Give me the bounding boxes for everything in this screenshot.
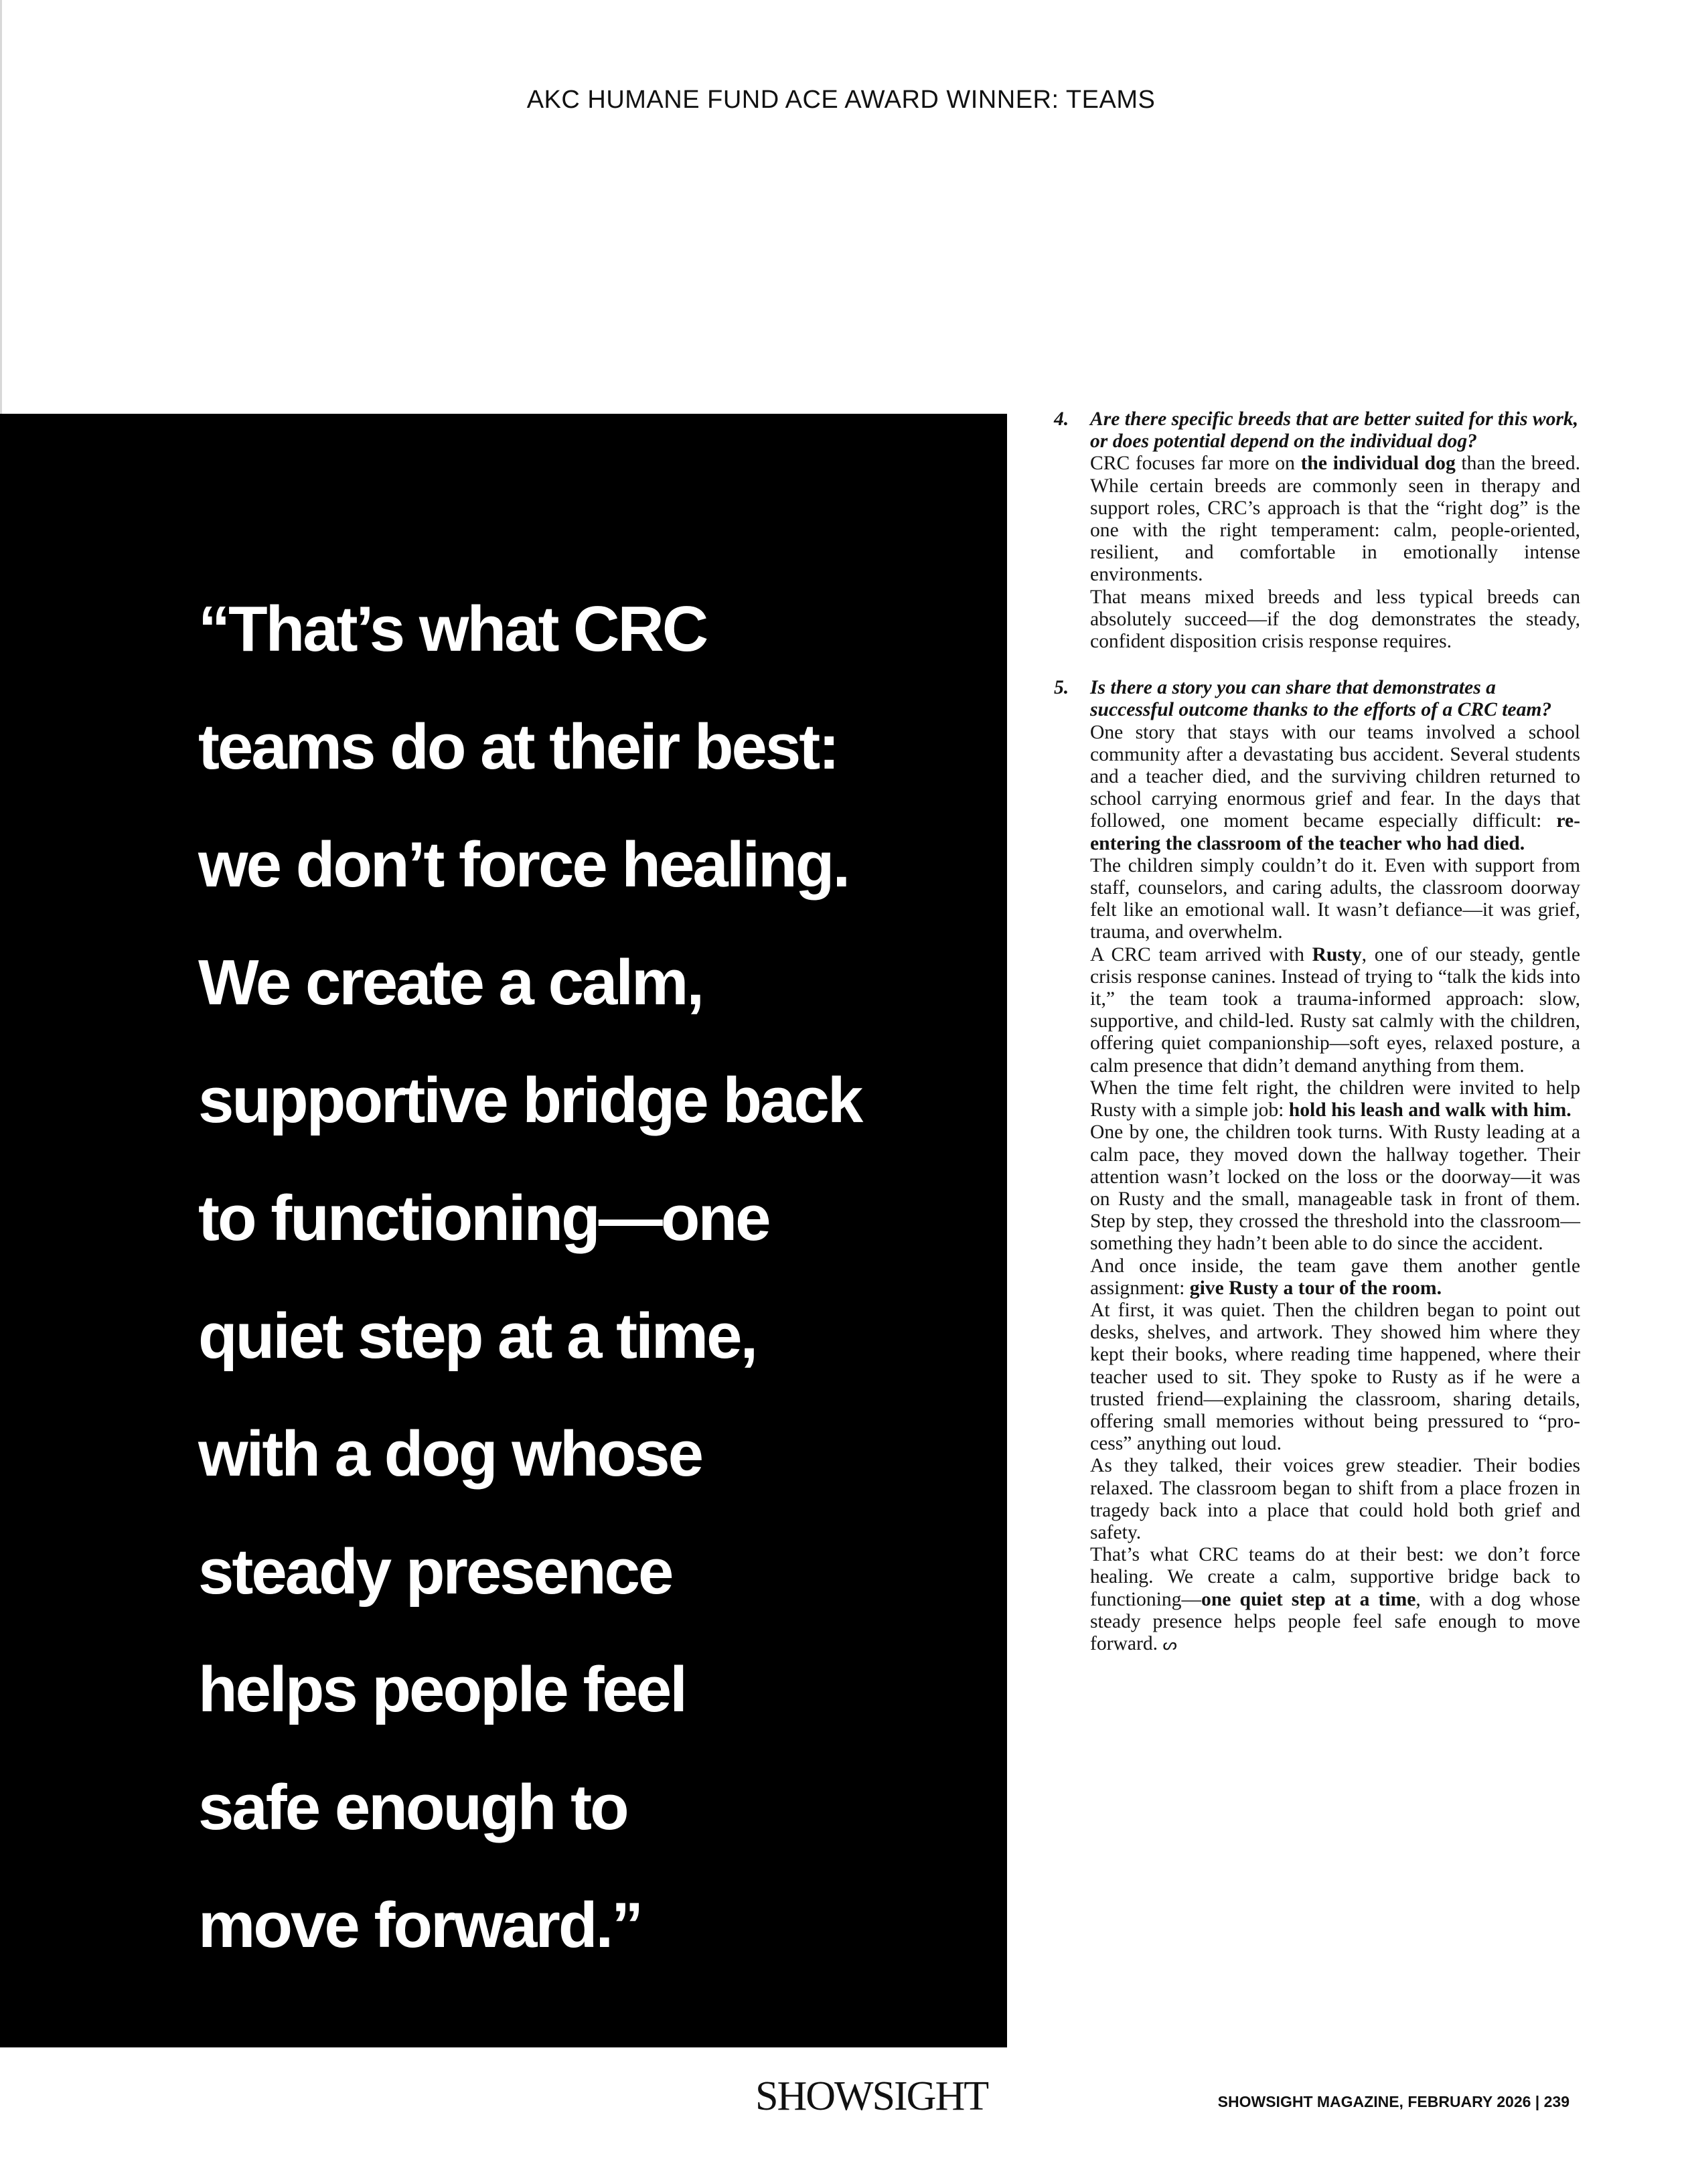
answer-paragraph [1090, 1077, 1580, 1121]
pull-quote-line: steady presence [198, 1536, 672, 1608]
answer-paragraph [1090, 1544, 1580, 1656]
article-column [1054, 408, 1580, 1656]
pull-quote-line: We create a calm, [198, 947, 703, 1018]
end-mark-icon: ᔕ [1162, 1636, 1177, 1654]
answer-paragraph: The children simply couldn’t do it. Even with support from staff, counselors, and caring adults, the classroom doorway felt like an emotional wall. It wasn’t defiance—it was grief, trauma, and overwhelm. [1090, 854, 1580, 943]
answer-paragraph: As they talked, their voices grew steadier. Their bodies relaxed. The classroom began to shift from a place frozen in tragedy back into a place that could hold both grief and safety. [1090, 1455, 1580, 1543]
pull-quote-line: teams do at their best: [198, 711, 838, 783]
text-run: And once inside, the team gave them another gentle assignment: [1090, 1255, 1580, 1299]
answer-paragraph: At first, it was quiet. Then the children began to point out desks, shelves, and artwork. They showed him where they kept their books, where reading time happened, where their teacher used to sit. They spoke to Rusty as if he were a trusted friend—explaining the classroom, sharing details, offering small memories without being pressured to “process” anything out loud. [1090, 1299, 1580, 1455]
answer-paragraph [1090, 453, 1580, 586]
text-run: , one of our steady, gentle crisis response canines. Instead of trying to “talk the kids into it,” the team took a trauma-informed approach: slow, supportive, and child-led. Rusty sat calmly with the children, offering quiet companionship—soft eyes, relaxed posture, a calm presence that didn’t demand anything from them. [1090, 943, 1580, 1077]
pull-quote-line: “That’s what CRC [198, 593, 707, 665]
text-run: One story that stays with our teams involved a school community after a devastating bus accident. Several students and a teacher died, and the surviving children returned to school carrying enormous grief and fear. In the days that followed, one moment became especially difficult: [1090, 721, 1580, 832]
answer-paragraph [1090, 722, 1580, 855]
answer [1090, 722, 1580, 1657]
pull-quote-line: helps people feel [198, 1654, 686, 1725]
section-header: AKC HUMANE FUND ACE AWARD WINNER: TEAMS [526, 86, 1156, 114]
question-number: 5. [1054, 677, 1069, 699]
text-run: than the breed. While certain breeds are commonly seen in therapy and support roles, CRC’s approach is that the “right dog” is the one with the right temperament: calm, people-oriented, resilient, and comfortable in emotionally intense environments. [1090, 453, 1580, 586]
text-run: , with a dog whose steady presence helps people feel safe enough to move forward. [1090, 1588, 1581, 1654]
pull-quote-line: move forward.” [198, 1889, 642, 1961]
pull-quote-line: safe enough to [198, 1772, 627, 1843]
qa-item-4 [1054, 408, 1580, 653]
page-folio: SHOWSIGHT MAGAZINE, FEBRUARY 2026 | 239 [1217, 2093, 1570, 2110]
pull-quote-line: with a dog whose [198, 1418, 702, 1490]
text-run: A CRC team arrived with [1090, 943, 1312, 965]
qa-item-5 [1054, 677, 1580, 1656]
pull-quote-line: we don’t force healing. [198, 829, 849, 901]
bold-run: Rusty [1312, 943, 1362, 965]
pull-quote-line: quiet step at a time, [198, 1300, 757, 1372]
bold-run: one quiet step at a time [1201, 1588, 1416, 1610]
text-run: That’s what CRC teams do at their best: we don’t force healing. We create a calm, supportive bridge back to functioning— [1090, 1544, 1580, 1610]
bold-run: hold his leash and walk with him. [1288, 1099, 1572, 1121]
magazine-logo: SHOWSIGHT [755, 2074, 988, 2119]
text-run: When the time felt right, the children were invited to help Rusty with a simple job: [1090, 1077, 1580, 1121]
page-edge-line [0, 0, 2, 422]
answer-paragraph [1090, 944, 1580, 1077]
bold-run: the individual dog [1300, 453, 1456, 475]
pull-quote-line: supportive bridge back [198, 1065, 862, 1136]
bold-run: give Rusty a tour of the room. [1189, 1277, 1442, 1299]
text-run: CRC focuses far more on [1090, 453, 1301, 475]
pull-quote-line: to functioning—one [198, 1182, 769, 1254]
answer-paragraph: One by one, the children took turns. With Rusty leading at a calm pace, they moved down the hallway together. Their attention wasn’t locked on the loss or the doorway—it was on Rusty and the small, manageable task in front of them. Step by step, they crossed the threshold into the classroom—something they hadn’t been able to do since the accident. [1090, 1121, 1580, 1255]
answer-paragraph [1090, 1255, 1580, 1300]
bold-run: re-entering the classroom of the teacher who had died. [1090, 810, 1580, 854]
answer-paragraph: That means mixed breeds and less typical breeds can absolutely succeed—if the dog demonstrates the steady, confident disposition crisis response requires. [1090, 586, 1580, 653]
answer [1090, 453, 1580, 653]
pull-quote [198, 570, 988, 1984]
question-text: Is there a story you can share that demonstrates a successful outcome thanks to the efforts of a CRC team? [1090, 677, 1552, 721]
question-text: Are there specific breeds that are better suited for this work, or does potential depend on the individual dog? [1090, 408, 1579, 453]
question-number: 4. [1054, 408, 1069, 430]
